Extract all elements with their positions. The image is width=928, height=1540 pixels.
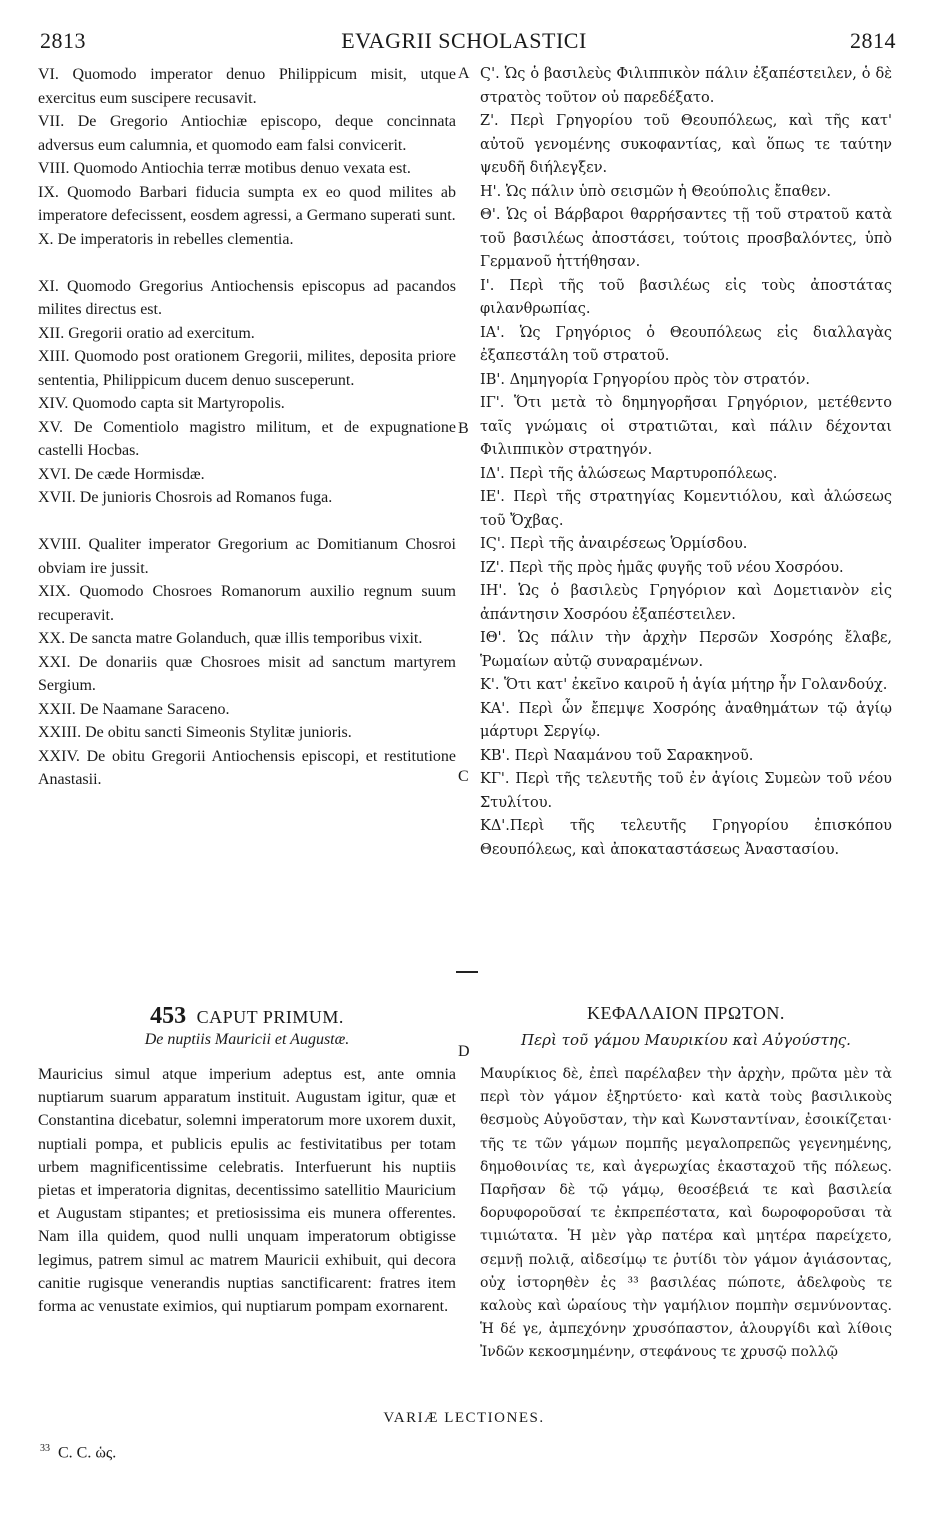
greek-toc-entry: Η'. Ὡς πάλιν ὑπὸ σεισμῶν ἡ Θεούπολις ἔπαθεν. bbox=[480, 183, 832, 200]
greek-toc-entry: ΙΔ'. Περὶ τῆς ἁλώσεως Μαρτυροπόλεως. bbox=[480, 465, 778, 482]
margin-letter-b: B bbox=[458, 420, 469, 437]
latin-toc-entry: XVIII. Qualiter imperator Gregorium ac Domitianum Chosroi obviam ire jussit. bbox=[38, 536, 456, 577]
greek-chapter-heading: ΚΕΦΑΛΑΙΟΝ ΠΡΩΤΟΝ. bbox=[587, 1003, 785, 1023]
variae-lectiones-heading: VARIÆ LECTIONES. bbox=[383, 1410, 545, 1426]
latin-toc-entry: XI. Quomodo Gregorius Antiochensis episcopus ad pacandos milites directus est. bbox=[38, 277, 456, 318]
page-number-right: 2814 bbox=[850, 28, 896, 53]
greek-chapter-subtitle: Περὶ τοῦ γάμου Μαυρικίου καὶ Αὐγούστης. bbox=[521, 1031, 851, 1049]
greek-toc-entry: ΚΑ'. Περὶ ὧν ἔπεμψε Χοσρόης ἀναθημάτων τῷ ἁγίῳ μάρτυρι Σεργίῳ. bbox=[480, 700, 892, 740]
latin-toc-entry: VIII. Quomodo Antiochia terræ motibus denuo vexata est. bbox=[38, 160, 411, 177]
latin-body-text: Mauricius simul atque imperium adeptus est, ante omnia nuptiarum suarum apparatum instituit. Augustam igitur, quæ et Constantina dicebatur, solemni imperatorum more uxorem duxit, nuptiali pompa, et publicis epulis ac festivitatibus per totam urbem magnificentissime celebratis. Interfuerunt his nuptiis pietas et imperatoria dignitas, decentissimo satellitio Mauricium et Augustam stipantes; et pretiosissima eis munera offerentes. Nam illa quidem, quod nulli unquam imperatorum obtigisse legimus, patrem simul ac matrem Mauricii exhibuit, qui decora canitie rugisque venerandis nuptias sanctificarent: fratres item forma ac venustate eximios, qui nuptiarum pompam exornarent. bbox=[38, 1066, 456, 1316]
latin-toc-entry: XXI. De donariis quæ Chosroes misit ad sanctum martyrem Sergium. bbox=[38, 653, 456, 694]
footnote-mark: 33 bbox=[40, 1443, 50, 1454]
latin-toc-entry: VI. Quomodo imperator denuo Philippicum misit, utque exercitus eum suscipere recusavit. bbox=[38, 66, 456, 107]
greek-toc-entry: ΙΘ'. Ὡς πάλιν τὴν ἀρχὴν Περσῶν Χοσρόης ἔλαβε, Ῥωμαίων αὐτῷ συναραμένων. bbox=[480, 630, 892, 670]
greek-toc-entry: ΙΗ'. Ὡς ὁ βασιλεὺς Γρηγόριον καὶ Δομετιανὸν εἰς ἀπάντησιν Χοσρόου ἐξαπέστειλεν. bbox=[480, 583, 892, 623]
latin-toc-entry: XVII. De junioris Chosrois ad Romanos fuga. bbox=[38, 489, 333, 506]
section-divider bbox=[456, 971, 478, 973]
latin-toc-entry: XII. Gregorii oratio ad exercitum. bbox=[38, 324, 255, 342]
running-header bbox=[22, 28, 906, 62]
latin-chapter-title: CAPUT PRIMUM. bbox=[196, 1007, 344, 1027]
greek-toc-entry: ΚΓ'. Περὶ τῆς τελευτῆς τοῦ ἐν ἁγίοις Συμεὼν τοῦ νέου Στυλίτου. bbox=[480, 771, 892, 811]
latin-toc-entry: XXIV. De obitu Gregorii Antiochensis episcopi, et restitutione Anastasii. bbox=[38, 747, 456, 788]
page-number-left: 2813 bbox=[40, 28, 86, 53]
greek-toc-entry: Κ'. Ὅτι κατ' ἐκεῖνο καιροῦ ἡ ἁγία μήτηρ ἦν Γολανδούχ. bbox=[480, 677, 888, 693]
latin-toc-entry: XXIII. De obitu sancti Simeonis Stylitæ junioris. bbox=[38, 724, 352, 741]
greek-toc-entry: ΙΒ'. Δημηγορία Γρηγορίου πρὸς τὸν στρατόν. bbox=[480, 371, 810, 388]
latin-chapter-subtitle: De nuptiis Mauricii et Augustæ. bbox=[144, 1031, 350, 1048]
greek-toc-entry: ΚΔ'.Περὶ τῆς τελευτῆς Γρηγορίου ἐπισκόπου Θεουπόλεως, καὶ ἀποκαταστάσεως Ἀναστασίου. bbox=[480, 818, 892, 858]
greek-toc-entry: ΙϚ'. Περὶ τῆς ἀναιρέσεως Ὁρμίσδου. bbox=[480, 536, 748, 552]
latin-chapter-heading bbox=[38, 1003, 456, 1030]
greek-body-text: Μαυρίκιος δὲ, ἐπεὶ παρέλαβεν τὴν ἀρχὴν, πρῶτα μὲν τὰ περὶ τὸν γάμον ἐξηρτύετο· καὶ κατὰ τοὺς βασιλικοὺς θεσμοὺς Αὐγοῦσταν, τὴν καὶ Κωνσταντίναν, ἐσοικίζεται· τῆς τε τῶν γάμων πομπῆς μεγαλοπρεπῶς γεγενημένης, δημοθοινίας τε, καὶ ἀγερωχίας ἑκασταχοῦ τῆς πόλεως. Παρῆσαν δὲ τῷ γάμῳ, θεοσέβειά τε καὶ βασιλεία δορυφοροῦσαί τε ἐκπρεπέστατα, καὶ δωροφοροῦσαι τὰ τιμιώτατα. Ἡ μὲν γὰρ πατέρα καὶ μητέρα παρείχετο, σεμνῇ πολιᾷ, αἰδεσίμῳ τε ῥυτίδι τὸν γάμον ἁγιάσοντας, οὐχ ἱστορηθὲν ἐς ³³ βασιλέας πώποτε, ἀδελφοὺς τε καλοὺς καὶ ὡραίους τὴν γαμήλιον πομπὴν σεμνύνοντας. Ἡ δέ γε, ἀμπεχόνην χρυσόπαστον, ἁλουργίδι καὶ λίθοις Ἰνδῶν κεκοσμημένην, στεφάνους τε χρυσῷ πολλῷ bbox=[480, 1066, 892, 1361]
latin-toc-entry: XX. De sancta matre Golanduch, quæ illis temporibus vixit. bbox=[38, 630, 423, 647]
latin-toc-entry: XIV. Quomodo capta sit Martyropolis. bbox=[38, 395, 285, 412]
greek-toc-entry: Ϛ'. Ὡς ὁ βασιλεὺς Φιλιππικὸν πάλιν ἐξαπέστειλεν, ὁ δὲ στρατὸς τοῦτον οὐ παρεδέξατο. bbox=[480, 66, 892, 106]
footnote-text: C. C. ὡς. bbox=[58, 1444, 117, 1462]
greek-toc-entry: Θ'. Ὡς οἱ Βάρβαροι θαρρήσαντες τῇ τοῦ στρατοῦ κατὰ τοῦ βασιλέως ἀποστάσει, τούτοις προσβαλόντες, ὑπὸ Γερμανοῦ ἡττήθησαν. bbox=[480, 207, 892, 270]
footnote bbox=[40, 1443, 116, 1462]
greek-table-of-contents bbox=[480, 63, 892, 862]
margin-letter-d: D bbox=[458, 1043, 470, 1060]
greek-toc-entry: ΙΖ'. Περὶ τῆς πρὸς ἡμᾶς φυγῆς τοῦ νέου Χοσρόου. bbox=[480, 559, 844, 576]
latin-toc-entry: VII. De Gregorio Antiochiæ episcopo, deque concinnata adversus eum calumnia, et quomodo eam falsi convicerit. bbox=[38, 113, 456, 154]
greek-toc-entry: ΙΑ'. Ὡς Γρηγόριος ὁ Θεουπόλεως εἰς διαλλαγὰς ἐξαπεστάλη τοῦ στρατοῦ. bbox=[480, 324, 892, 364]
latin-toc-entry: XVI. De cæde Hormisdæ. bbox=[38, 465, 205, 483]
running-title: EVAGRII SCHOLASTICI bbox=[341, 28, 587, 53]
latin-toc-entry: IX. Quomodo Barbari fiducia sumpta ex eo quod milites ab imperatore defecissent, eosdem agressi, a Germano superati sunt. bbox=[38, 183, 456, 224]
latin-toc-entry: XIX. Quomodo Chosroes Romanorum auxilio regnum suum recuperavit. bbox=[38, 583, 456, 624]
greek-toc-entry: ΚΒ'. Περὶ Νααμάνου τοῦ Σαρακηνοῦ. bbox=[480, 747, 754, 764]
greek-toc-entry: Ζ'. Περὶ Γρηγορίου τοῦ Θεουπόλεως, καὶ τῆς κατ' αὐτοῦ γενομένης συκοφαντίας, καὶ ὅπως τε ταύτην ψευδῆ διήλεγξεν. bbox=[480, 113, 892, 176]
margin-letter-c: C bbox=[458, 768, 469, 785]
greek-toc-entry: ΙΕ'. Περὶ τῆς στρατηγίας Κομεντιόλου, καὶ ἁλώσεως τοῦ Ὄχβας. bbox=[480, 489, 892, 529]
latin-table-of-contents bbox=[38, 63, 456, 792]
latin-toc-entry: XV. De Comentiolo magistro militum, et de expugnatione castelli Hocbas. bbox=[38, 418, 456, 459]
margin-letter-a: A bbox=[458, 65, 470, 82]
greek-toc-entry: ΙΓ'. Ὅτι μετὰ τὸ δημηγορῆσαι Γρηγόριον, μετέθεντο ταῖς γνώμαις οἱ στρατιῶται, καὶ πάλιν δέχονται Φιλιππικὸν στρατηγόν. bbox=[480, 395, 892, 458]
column-number: 453 bbox=[150, 1003, 187, 1029]
latin-toc-entry: X. De imperatoris in rebelles clementia. bbox=[38, 230, 294, 248]
latin-toc-entry: XIII. Quomodo post orationem Gregorii, milites, deposita priore sententia, Philippicum ducem denuo susceperunt. bbox=[38, 348, 456, 389]
greek-toc-entry: Ι'. Περὶ τῆς τοῦ βασιλέως εἰς τοὺς ἀποστάτας φιλανθρωπίας. bbox=[480, 277, 892, 317]
latin-toc-entry: XXII. De Naamane Saraceno. bbox=[38, 700, 230, 718]
